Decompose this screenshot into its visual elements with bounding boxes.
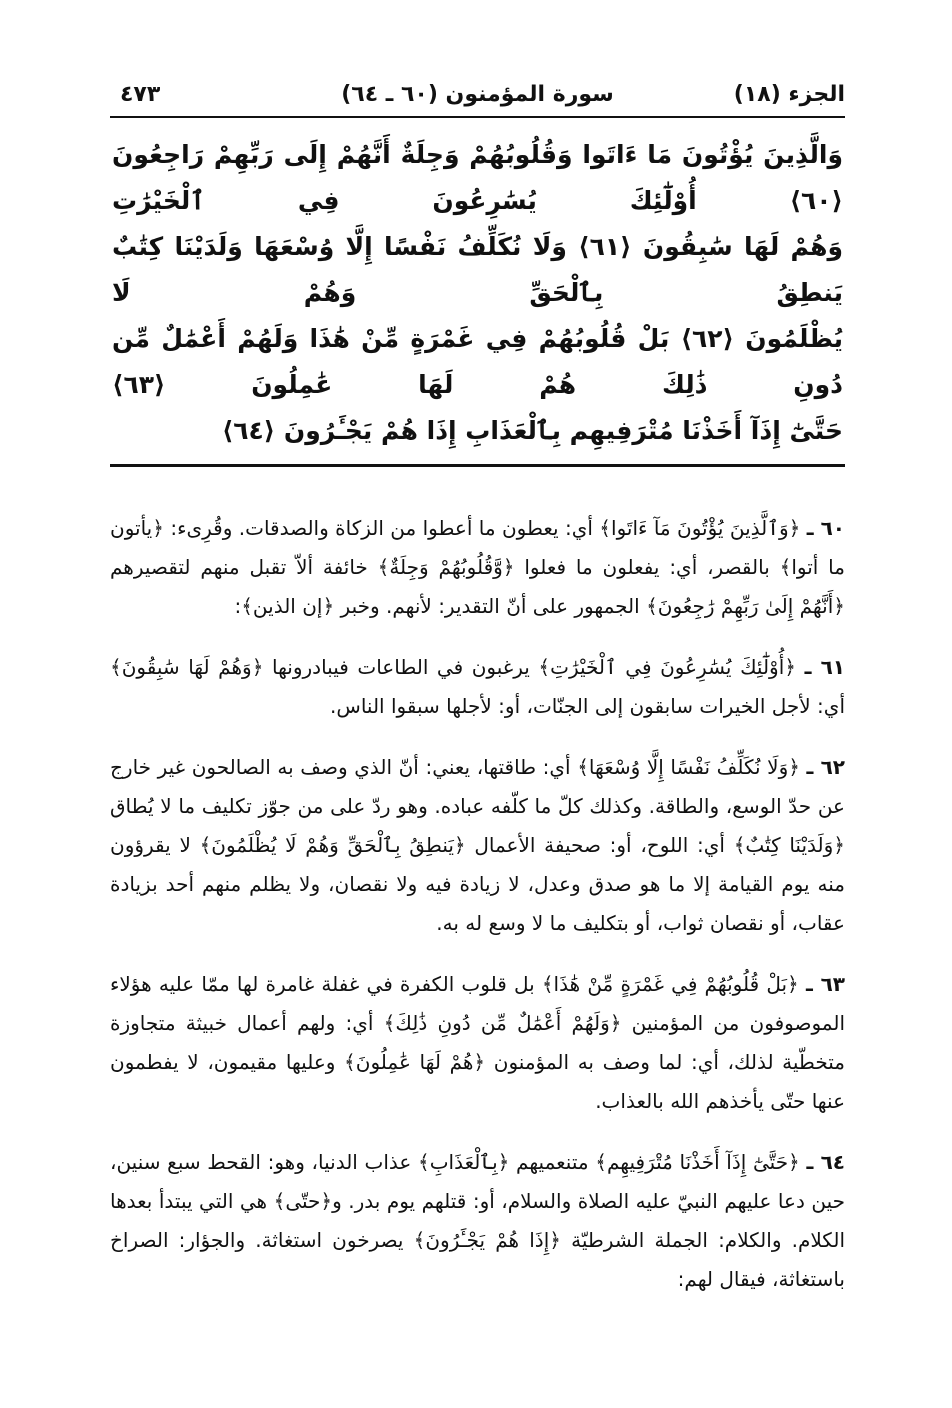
header-divider [110,116,845,118]
quran-text-block [110,132,845,454]
commentary-paragraph [110,748,845,943]
page-number: ٤٧٣ [120,82,161,107]
page [110,60,845,1321]
quran-divider [110,464,845,467]
verse-number: ٦٤ ـ [806,1150,845,1174]
verse-number: ٦٢ ـ [806,755,845,779]
commentary-paragraph [110,965,845,1121]
quran-line: حَتَّىٰٓ إِذَآ أَخَذْنَا مُتْرَفِيهِم بِٱلْعَذَابِ إِذَا هُمْ يَجْـَٔرُونَ ⟨٦٤⟩ [221,416,843,445]
verse-number: ٦٠ ـ [806,516,845,540]
juz-label: الجزء (١٨) [733,82,845,107]
verse-number: ٦٣ ـ [805,972,846,996]
commentary-text: ﴿وَلَا نُكَلِّفُ نَفْسًا إِلَّا وُسْعَهَا﴾ أي: طاقتها، يعني: أنّ الذي وصف به الصالحون غير خارج عن حدّ الوسع، والطاقة. وكذلك كلّ ما كلّفه عباده. وهو ردّ على من جوّز تكليف ما لا يُطاق ﴿وَلَدَيْنَا كِتَٰبٌ﴾ أي: اللوح، أو: صحيفة الأعمال ﴿يَنطِقُ بِٱلْحَقِّ وَهُمْ لَا يُظْلَمُونَ﴾ لا يقرؤون منه يوم القيامة إلا ما هو صدق وعدل، لا زيادة فيه ولا نقصان، ولا يظلم منهم أحد بزيادة عقاب، أو نقصان ثواب، أو بتكليف ما لا وسع له به. [110,755,845,935]
commentary-text: ﴿أُوْلَٰٓئِكَ يُسَٰرِعُونَ فِي ٱلْخَيْرَٰتِ﴾ يرغبون في الطاعات فيبادرونها ﴿وَهُمْ لَهَا سَٰبِقُونَ﴾ أي: لأجل الخيرات سابقون إلى الجنّات، أو: لأجلها سبقوا الناس. [110,655,845,718]
commentary-paragraph [110,1143,845,1299]
quran-line: وَهُمْ لَهَا سَٰبِقُونَ ⟨٦١⟩ وَلَا نُكَلِّفُ نَفْسًا إِلَّا وُسْعَهَا وَلَدَيْنَا كِتَٰبٌ يَنطِقُ بِٱلْحَقِّ وَهُمْ لَا [112,232,843,307]
quran-line: وَالَّذِينَ يُؤْتُونَ مَا ءَاتَوا وَقُلُوبُهُمْ وَجِلَةٌ أَنَّهُمْ إِلَى رَبِّهِمْ رَاجِعُونَ ⟨٦٠⟩ أُوْلَٰٓئِكَ يُسَٰرِعُونَ فِي ٱلْخَيْرَٰتِ [112,140,843,215]
quran-line: يُظْلَمُونَ ⟨٦٢⟩ بَلْ قُلُوبُهُمْ فِي غَمْرَةٍ مِّنْ هَٰذَا وَلَهُمْ أَعْمَٰلٌ مِّن دُونِ ذَٰلِكَ هُمْ لَهَا عَٰمِلُونَ ⟨٦٣⟩ [112,324,843,399]
commentary-paragraph [110,648,845,726]
page-header [110,60,845,116]
commentary-block [110,509,845,1299]
surah-title: سورة المؤمنون (٦٠ ـ ٦٤) [341,82,614,107]
verse-number: ٦١ ـ [804,655,845,679]
commentary-text: ﴿حَتَّىٰٓ إِذَآ أَخَذْنَا مُتْرَفِيهِم﴾ متنعميهم ﴿بِٱلْعَذَابِ﴾ عذاب الدنيا، وهو: القحط سبع سنين، حين دعا عليهم النبيّ عليه الصلاة والسلام، أو: قتلهم يوم بدر. و﴿حتّى﴾ هي التي يبتدأ بعدها الكلام. والكلام: الجملة الشرطيّة ﴿إِذَا هُمْ يَجْـَٔرُونَ﴾ يصرخون استغاثة. والجؤار: الصراخ باستغاثة، فيقال لهم: [110,1150,845,1291]
commentary-text: ﴿بَلْ قُلُوبُهُمْ فِي غَمْرَةٍ مِّنْ هَٰذَا﴾ بل قلوب الكفرة في غفلة غامرة لها ممّا عليه هؤلاء الموصوفون من المؤمنين ﴿وَلَهُمْ أَعْمَٰلٌ مِّن دُونِ ذَٰلِكَ﴾ أي: ولهم أعمال خبيثة متجاوزة متخطّية لذلك، أي: لما وصف به المؤمنون ﴿هُمْ لَهَا عَٰمِلُونَ﴾ وعليها مقيمون، لا يفطمون عنها حتّى يأخذهم الله بالعذاب. [110,972,845,1113]
commentary-text: ﴿وَٱلَّذِينَ يُؤْتُونَ مَآ ءَاتَوا﴾ أي: يعطون ما أعطوا من الزكاة والصدقات. وقُرِىء: ﴿يأتون ما أتوا﴾ بالقصر، أي: يفعلون ما فعلوا ﴿وَّقُلُوبُهُمْ وَجِلَةٌ﴾ خائفة ألاّ تقبل منهم لتقصيرهم ﴿أَنَّهُمْ إِلَىٰ رَبِّهِمْ رَٰجِعُونَ﴾ الجمهور على أنّ التقدير: لأنهم. وخبر ﴿إن الذين﴾: [110,516,845,618]
commentary-paragraph [110,509,845,626]
